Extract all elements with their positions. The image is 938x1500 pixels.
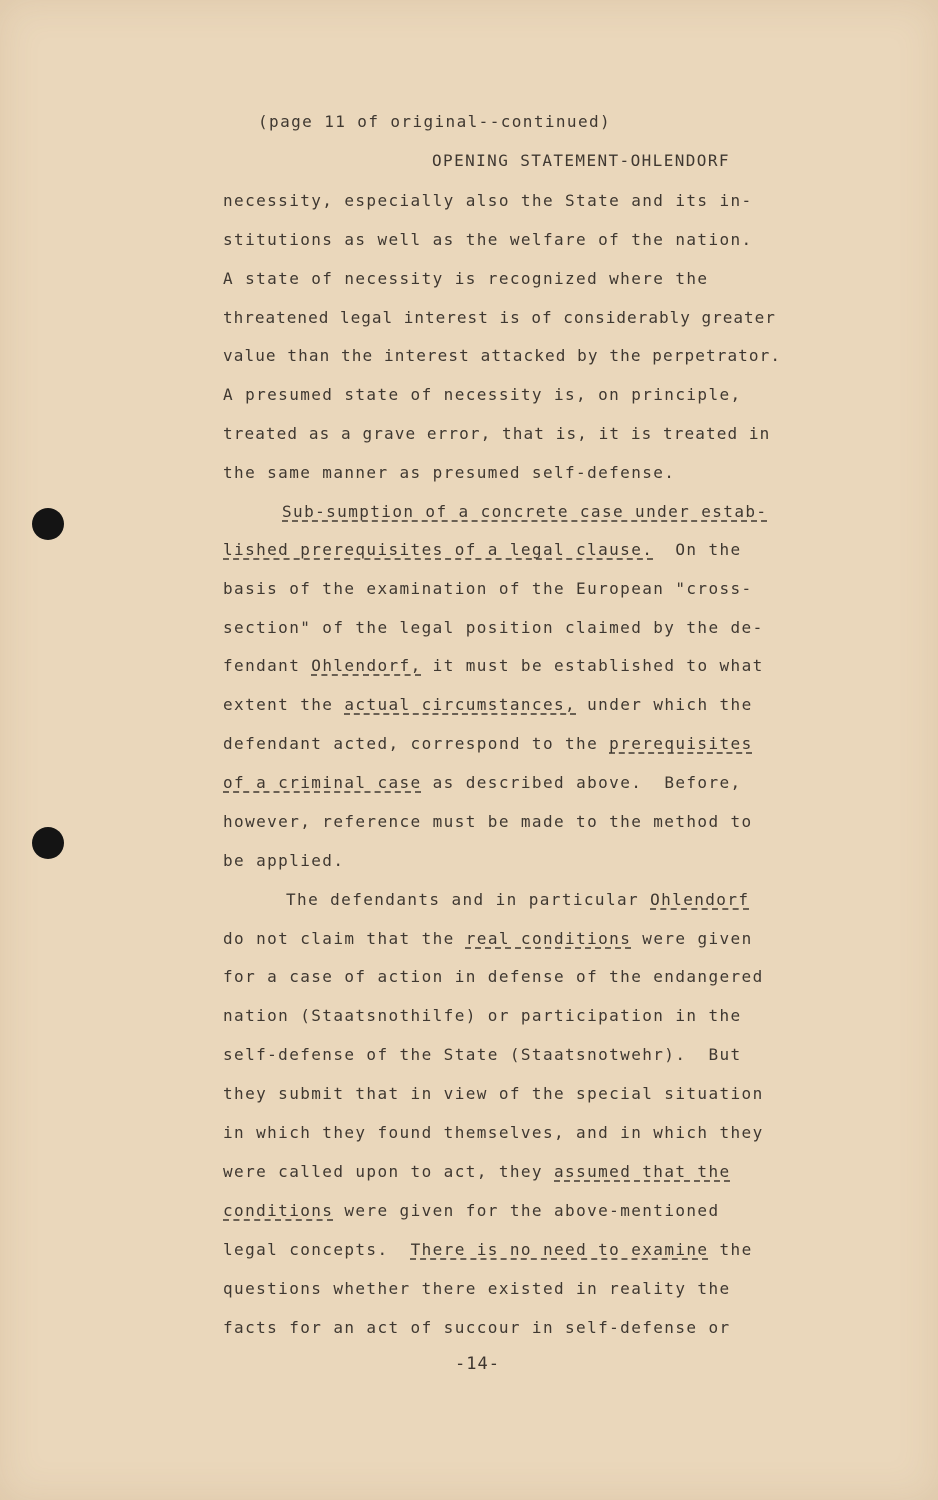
underlined-phrase: actual circumstances, <box>344 695 577 714</box>
page-number: -14- <box>455 1354 500 1374</box>
text-line: treated as a grave error, that is, it is treated in <box>223 424 771 443</box>
text-line: facts for an act of succour in self-defense or <box>223 1318 731 1337</box>
text-line <box>223 695 753 714</box>
text-line: however, reference must be made to the method to <box>223 812 753 831</box>
text-line <box>282 502 767 521</box>
text-line <box>223 734 753 753</box>
text-line: in which they found themselves, and in which they <box>223 1123 764 1142</box>
text-line <box>286 890 749 909</box>
text-line: nation (Staatsnothilfe) or participation in the <box>223 1006 742 1025</box>
text-line: questions whether there existed in reality the <box>223 1279 731 1298</box>
text-fragment: as described above. Before, <box>432 773 742 792</box>
text-line <box>223 1162 731 1181</box>
underlined-phrase: assumed that the <box>554 1162 731 1181</box>
underlined-phrase: conditions <box>223 1201 334 1220</box>
underlined-phrase: Ohlendorf <box>650 890 750 909</box>
text-line <box>223 929 753 948</box>
text-line: self-defense of the State (Staatsnotwehr). But <box>223 1045 742 1064</box>
underlined-phrase: prerequisites <box>609 734 753 753</box>
text-fragment: it must be established to what <box>432 656 764 675</box>
text-fragment: The defendants and in particular <box>286 890 640 909</box>
continuation-header: (page 11 of original--continued) <box>258 112 612 131</box>
text-line <box>223 1240 753 1259</box>
text-fragment: under which the <box>587 695 753 714</box>
text-fragment: legal concepts. <box>223 1240 389 1259</box>
text-line <box>223 656 764 675</box>
text-fragment: were called upon to act, they <box>223 1162 543 1181</box>
text-fragment: do not claim that the <box>223 929 455 948</box>
punch-hole-upper <box>32 508 64 540</box>
text-fragment: defendant acted, correspond to the <box>223 734 599 753</box>
text-fragment: the <box>719 1240 753 1259</box>
text-line: threatened legal interest is of considerably greater <box>223 308 776 327</box>
text-fragment: fendant <box>223 656 301 675</box>
text-line: be applied. <box>223 851 345 870</box>
text-line: value than the interest attacked by the perpetrator. <box>223 346 782 365</box>
text-fragment: On the <box>675 540 742 559</box>
text-line: basis of the examination of the European "cross- <box>223 579 753 598</box>
text-fragment: were given for the above-mentioned <box>344 1201 720 1220</box>
text-line: for a case of action in defense of the endangered <box>223 967 764 986</box>
underlined-phrase: Ohlendorf, <box>311 656 422 675</box>
section-heading: OPENING STATEMENT-OHLENDORF <box>432 151 730 170</box>
text-line: stitutions as well as the welfare of the nation. <box>223 230 753 249</box>
text-line: necessity, especially also the State and its in- <box>223 191 753 210</box>
underlined-phrase: Sub-sumption of a concrete case under estab- <box>282 502 768 521</box>
underlined-phrase: There is no need to examine <box>410 1240 709 1259</box>
text-fragment: extent the <box>223 695 334 714</box>
text-line <box>223 1201 720 1220</box>
underlined-phrase: real conditions <box>465 929 632 948</box>
punch-hole-lower <box>32 827 64 859</box>
text-line: the same manner as presumed self-defense. <box>223 463 676 482</box>
underlined-phrase: lished prerequisites of a legal clause. <box>223 540 654 559</box>
text-line: they submit that in view of the special situation <box>223 1084 764 1103</box>
text-line <box>223 773 742 792</box>
text-fragment: were given <box>642 929 753 948</box>
text-line: A presumed state of necessity is, on principle, <box>223 385 742 404</box>
text-line <box>223 540 742 559</box>
text-line: A state of necessity is recognized where the <box>223 269 709 288</box>
text-line: section" of the legal position claimed by the de- <box>223 618 764 637</box>
underlined-phrase: of a criminal case <box>223 773 422 792</box>
